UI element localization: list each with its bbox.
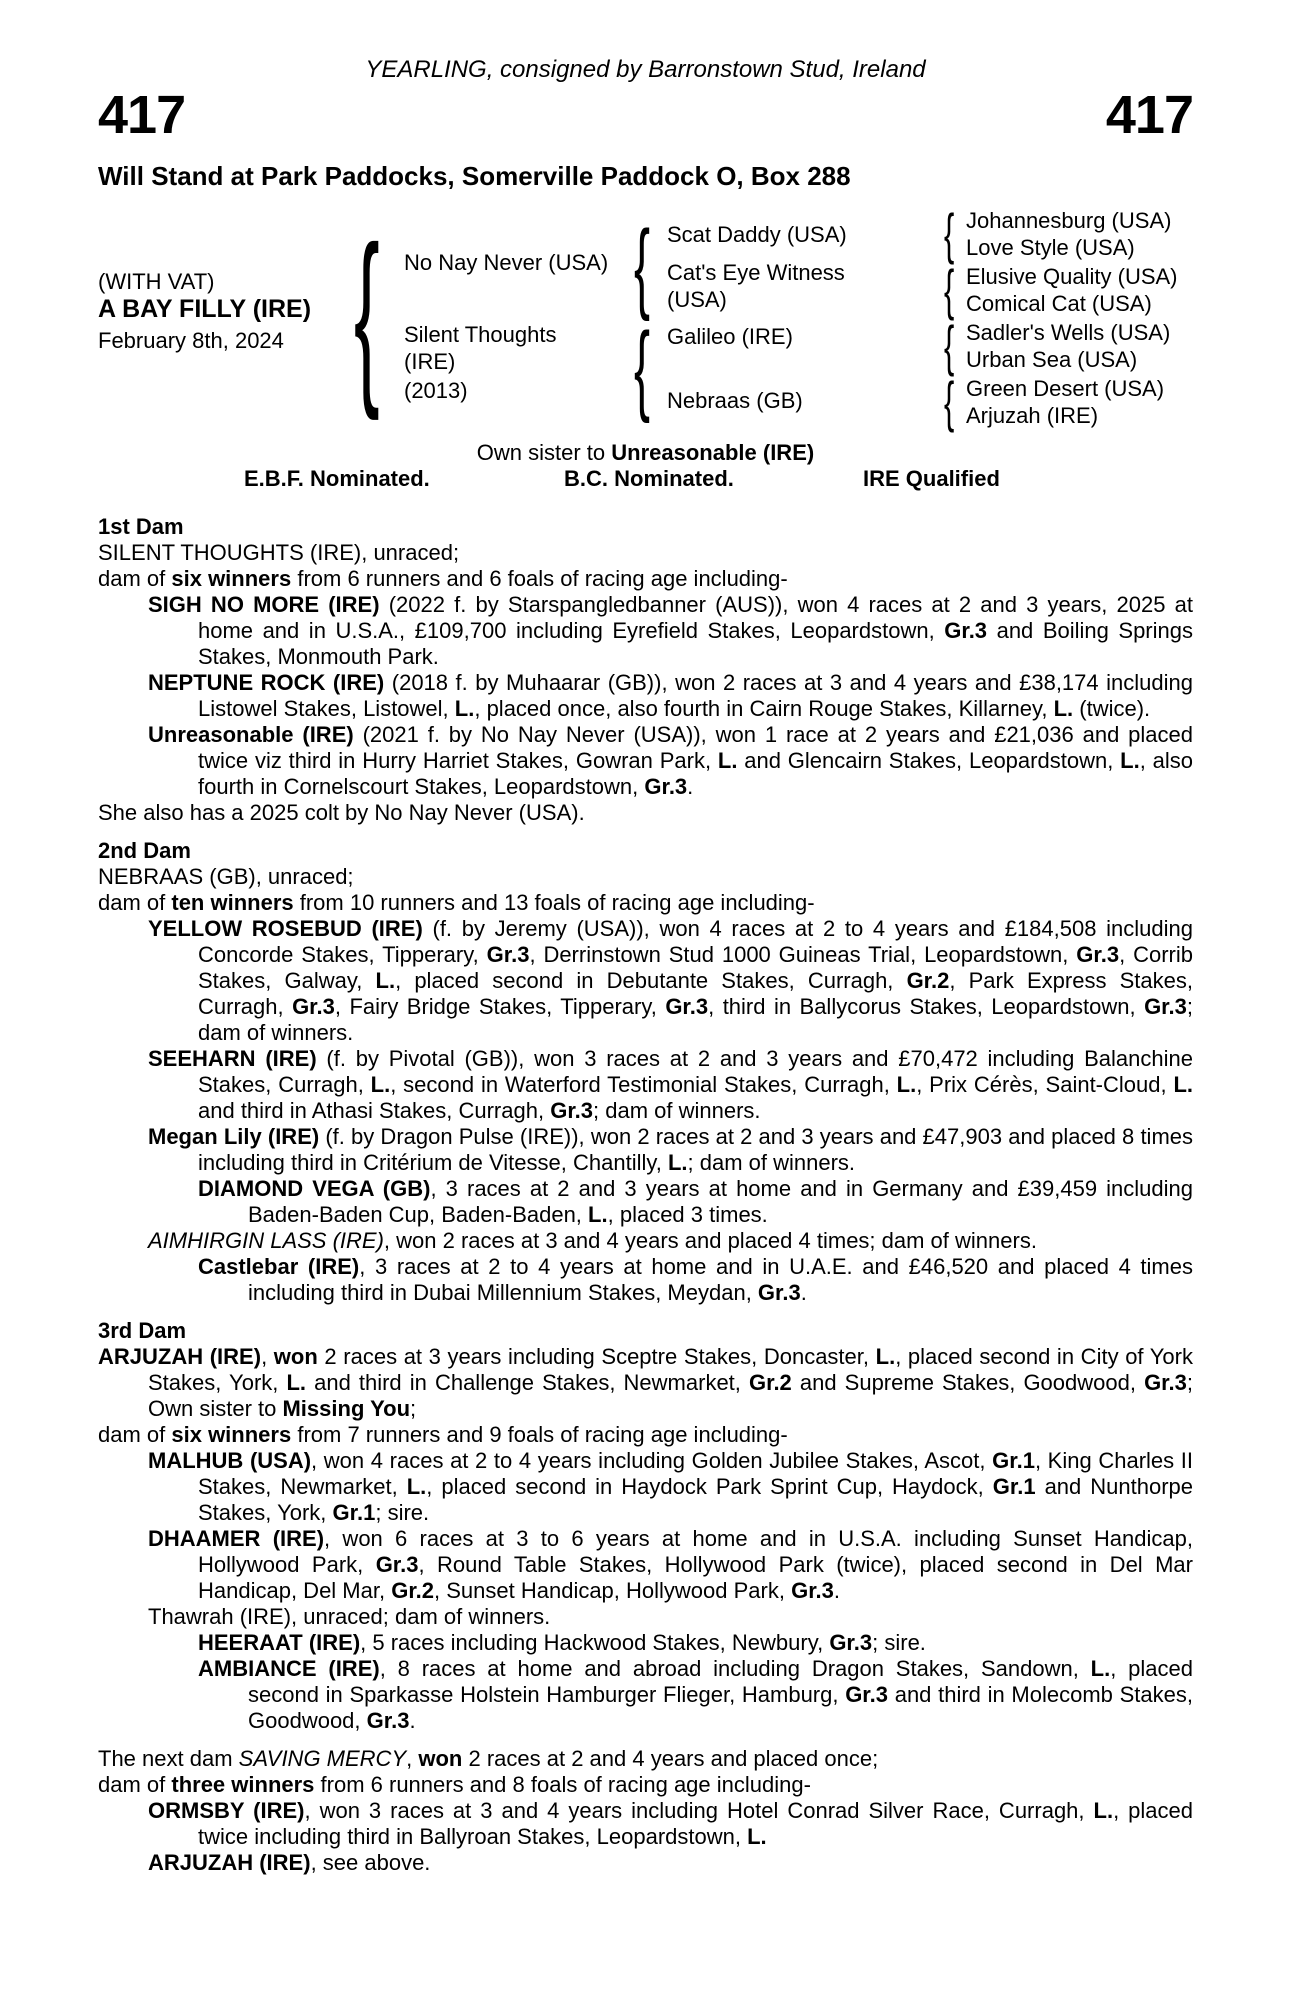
text-segment: , 3 races at 2 to 4 years at home and in U.A.E. and £46,520 and placed 4 times including third in Dubai Millennium Stakes, Meydan, — [248, 1254, 1193, 1305]
pedigree-paragraph — [98, 1046, 1193, 1124]
text-segment: Gr.3 — [791, 1578, 834, 1603]
text-segment: (f. by Jeremy (USA)), won 4 races at 2 to 4 years and £184,508 including Concorde Stakes, Tipperary, — [198, 916, 1193, 967]
text-segment: L. — [286, 1370, 307, 1395]
text-segment: YELLOW ROSEBUD (IRE) — [148, 916, 423, 941]
own-sister-name: Unreasonable (IRE) — [611, 440, 815, 465]
text-segment: Gr.3 — [486, 942, 530, 967]
lot-number-right: 417 — [1105, 85, 1193, 145]
text-segment: 2 races at 3 years including Sceptre Stakes, Doncaster, — [317, 1344, 876, 1369]
text-segment: . — [409, 1708, 416, 1733]
text-segment: (f. by Dragon Pulse (IRE)), won 2 races at 2 and 3 years and £47,903 and placed 8 times including third in Critérium de Vitesse, Chantilly, — [198, 1124, 1193, 1175]
text-segment: six winners — [171, 566, 292, 591]
text-segment: Gr.2 — [748, 1370, 792, 1395]
text-segment: AIMHIRGIN LASS (IRE) — [148, 1228, 384, 1253]
text-segment: SEEHARN (IRE) — [148, 1046, 317, 1071]
text-segment: Gr.3 — [944, 618, 988, 643]
text-segment: , placed twice including third in Ballyroan Stakes, Leopardstown, — [198, 1798, 1194, 1849]
sire-sire-sire-name: Johannesburg (USA) — [966, 208, 1172, 233]
pedigree-paragraph — [98, 1630, 1193, 1656]
pedigree-paragraph — [98, 864, 1193, 890]
pedigree-paragraph — [98, 1448, 1193, 1526]
text-segment: from 10 runners and 13 foals of racing age including- — [293, 890, 815, 915]
pedigree-paragraph — [98, 1604, 1193, 1630]
text-segment: She also has a 2025 colt by No Nay Never (USA). — [98, 800, 585, 825]
text-segment: . — [687, 774, 694, 799]
text-segment: from 7 runners and 9 foals of racing age including- — [291, 1422, 788, 1447]
dam-section — [98, 838, 1193, 1306]
text-segment: and Nunthorpe Stakes, York, — [198, 1474, 1194, 1525]
text-segment: from 6 runners and 8 foals of racing age including- — [314, 1772, 811, 1797]
pedigree-brace-sire: { — [634, 210, 651, 322]
text-segment: ORMSBY (IRE) — [148, 1798, 305, 1823]
text-segment: Gr.2 — [391, 1578, 435, 1603]
text-segment: three winners — [171, 1772, 315, 1797]
text-segment: Gr.1 — [992, 1474, 1036, 1499]
pedigree-paragraph — [98, 540, 1193, 566]
pedigree-paragraph — [98, 1124, 1193, 1176]
pedigree-paragraph — [98, 1798, 1193, 1850]
pedigree-brace-sire-dam: { — [944, 258, 955, 321]
dam-section — [98, 1746, 1193, 1876]
dam-section — [98, 514, 1193, 826]
text-segment: SAVING MERCY — [238, 1746, 407, 1771]
dam-sire-name: Galileo (IRE) — [667, 324, 793, 349]
text-segment: L. — [1093, 1798, 1114, 1823]
dam-section — [98, 1318, 1193, 1734]
text-segment: , third in Ballycorus Stakes, Leopardstown, — [708, 994, 1145, 1019]
text-segment: won — [273, 1344, 318, 1369]
text-segment: from 6 runners and 6 foals of racing age including- — [291, 566, 788, 591]
text-segment: and Supreme Stakes, Goodwood, — [791, 1370, 1145, 1395]
pedigree-paragraph — [98, 670, 1193, 722]
pedigree-paragraph — [98, 592, 1193, 670]
text-segment: , won 4 races at 2 to 4 years including Golden Jubilee Stakes, Ascot, — [311, 1448, 993, 1473]
text-segment: AMBIANCE (IRE) — [198, 1656, 380, 1681]
text-segment: L. — [1173, 1072, 1194, 1097]
text-segment: L. — [875, 1344, 896, 1369]
dam-sire-sire-name: Sadler's Wells (USA) — [966, 320, 1171, 345]
text-segment: Castlebar (IRE) — [198, 1254, 360, 1279]
pedigree-table — [98, 204, 1193, 440]
text-segment: , Round Table Stakes, Hollywood Park (twice), placed second in Del Mar Handicap, Del Mar, — [198, 1552, 1193, 1603]
text-segment: ten winners — [171, 890, 294, 915]
pedigree-paragraph — [98, 722, 1193, 800]
text-segment: SIGH NO MORE (IRE) — [148, 592, 380, 617]
text-segment: dam of — [98, 566, 172, 591]
text-segment: , won 6 races at 3 to 6 years at home and in U.S.A. including Sunset Handicap, Hollywood Park, — [198, 1526, 1193, 1577]
text-segment: , see above. — [310, 1850, 431, 1875]
pedigree-brace-sire-sire: { — [944, 202, 955, 265]
text-segment: ; sire. — [872, 1630, 926, 1655]
nominations-row — [98, 466, 1193, 492]
text-segment: 2 races at 2 and 4 years and placed once; — [462, 1746, 879, 1771]
pedigree-paragraph — [98, 1772, 1193, 1798]
dam-name: Silent Thoughts (IRE) — [404, 322, 557, 374]
text-segment: ; dam of winners. — [198, 994, 1193, 1045]
text-segment: Gr.3 — [1144, 1370, 1187, 1395]
pedigree-brace-main: { — [354, 206, 380, 421]
text-segment: NEPTUNE ROCK (IRE) — [148, 670, 385, 695]
text-segment: and third in Challenge Stakes, Newmarket, — [306, 1370, 749, 1395]
text-segment: and third in Molecomb Stakes, Goodwood, — [248, 1682, 1193, 1733]
text-segment: ARJUZAH (IRE) — [148, 1850, 311, 1875]
text-segment: Missing You — [282, 1396, 411, 1421]
text-segment: . — [800, 1280, 807, 1305]
lot-number-left: 417 — [98, 85, 186, 145]
pedigree-details — [98, 514, 1193, 1876]
text-segment: , Park Express Stakes, Curragh, — [198, 968, 1193, 1019]
sire-dam-sire-name: Elusive Quality (USA) — [966, 264, 1178, 289]
text-segment: won — [418, 1746, 463, 1771]
text-segment: L. — [747, 1824, 767, 1849]
text-segment: , 3 races at 2 and 3 years at home and in Germany and £39,459 including Baden-Baden Cup, Baden-Baden, — [248, 1176, 1193, 1227]
pedigree-paragraph — [98, 1228, 1193, 1254]
text-segment: Gr.3 — [1144, 994, 1187, 1019]
text-segment: L. — [1090, 1656, 1111, 1681]
text-segment: Gr.1 — [992, 1448, 1035, 1473]
pedigree-brace-dam-sire: { — [944, 314, 955, 377]
text-segment: , Prix Cérès, Saint-Cloud, — [916, 1072, 1174, 1097]
text-segment: , — [261, 1344, 274, 1369]
text-segment: L. — [896, 1072, 917, 1097]
pedigree-paragraph — [98, 890, 1193, 916]
text-segment: , Derrinstown Stud 1000 Guineas Trial, Leopardstown, — [529, 942, 1077, 967]
text-segment: ; dam of winners. — [687, 1150, 856, 1175]
text-segment: L. — [667, 1150, 688, 1175]
text-segment: Gr.3 — [366, 1708, 410, 1733]
text-segment: Gr.3 — [550, 1098, 594, 1123]
text-segment: L. — [370, 1072, 391, 1097]
nomination-ire: IRE Qualified — [863, 466, 1000, 491]
text-segment: , won 3 races at 3 and 4 years including Hotel Conrad Silver Race, Curragh, — [304, 1798, 1094, 1823]
section-heading: 3rd Dam — [98, 1318, 187, 1343]
text-segment: ; Own sister to — [148, 1370, 1193, 1421]
text-segment: NEBRAAS (GB), unraced; — [98, 864, 354, 889]
text-segment: HEERAAT (IRE) — [198, 1630, 361, 1655]
text-segment: MALHUB (USA) — [148, 1448, 312, 1473]
text-segment: Gr.3 — [845, 1682, 888, 1707]
text-segment: , Corrib Stakes, Galway, — [198, 942, 1193, 993]
text-segment: , second in Waterford Testimonial Stakes, Curragh, — [390, 1072, 897, 1097]
sire-sire-dam-name: Love Style (USA) — [966, 235, 1135, 260]
text-segment: , — [406, 1746, 419, 1771]
vat-line: (WITH VAT) — [98, 269, 215, 294]
text-segment: ARJUZAH (IRE) — [98, 1344, 262, 1369]
dam-year: (2013) — [404, 378, 468, 403]
nomination-ebf: E.B.F. Nominated. — [244, 466, 430, 491]
text-segment: six winners — [171, 1422, 292, 1447]
animal-foaling-date: February 8th, 2024 — [98, 328, 284, 353]
sire-dam-name: Cat's Eye Witness (USA) — [667, 260, 845, 312]
text-segment: , Sunset Handicap, Hollywood Park, — [434, 1578, 792, 1603]
text-segment: Unreasonable (IRE) — [148, 722, 354, 747]
text-segment: ; dam of winners. — [593, 1098, 761, 1123]
text-segment: DIAMOND VEGA (GB) — [198, 1176, 431, 1201]
page-content — [0, 56, 1315, 1876]
text-segment: L. — [375, 968, 396, 993]
dam-sire-dam-name: Urban Sea (USA) — [966, 347, 1138, 372]
own-sister-line — [98, 440, 1193, 466]
pedigree-paragraph — [98, 1422, 1193, 1448]
dam-dam-name: Nebraas (GB) — [667, 388, 803, 413]
dam-dam-dam-name: Arjuzah (IRE) — [966, 403, 1099, 428]
pedigree-paragraph — [98, 1344, 1193, 1422]
text-segment: dam of — [98, 890, 172, 915]
sire-sire-name: Scat Daddy (USA) — [667, 222, 847, 247]
text-segment: , 5 races including Hackwood Stakes, Newbury, — [360, 1630, 830, 1655]
text-segment: , Fairy Bridge Stakes, Tipperary, — [334, 994, 666, 1019]
text-segment: Thawrah (IRE), unraced; dam of winners. — [148, 1604, 551, 1629]
pedigree-paragraph — [98, 566, 1193, 592]
pedigree-brace-dam: { — [634, 312, 651, 424]
nomination-bc: B.C. Nominated. — [564, 466, 734, 491]
stand-location: Will Stand at Park Paddocks, Somerville Paddock O, Box 288 — [98, 161, 851, 191]
text-segment: Gr.3 — [292, 994, 335, 1019]
sire-dam-dam-name: Comical Cat (USA) — [966, 291, 1152, 316]
text-segment: ; sire. — [375, 1500, 430, 1525]
text-segment: , placed second in Debutante Stakes, Curragh, — [395, 968, 907, 993]
pedigree-paragraph — [98, 800, 1193, 826]
text-segment: DHAAMER (IRE) — [148, 1526, 325, 1551]
own-sister-prefix: Own sister to — [476, 440, 612, 465]
text-segment: SILENT THOUGHTS (IRE), unraced; — [98, 540, 460, 565]
text-segment: (twice). — [1073, 696, 1151, 721]
consignor-title: YEARLING, consigned by Barronstown Stud, Ireland — [365, 56, 926, 83]
pedigree-paragraph — [98, 1656, 1193, 1734]
text-segment: . — [833, 1578, 841, 1603]
text-segment: , placed 3 times. — [607, 1202, 768, 1227]
text-segment: L. — [406, 1474, 427, 1499]
text-segment: (2021 f. by No Nay Never (USA)), won 1 race at 2 years and £21,036 and placed twice viz third in Hurry Harriet Stakes, Gowran Park, — [198, 722, 1194, 773]
text-segment: Gr.3 — [375, 1552, 419, 1577]
text-segment: ; — [410, 1396, 417, 1421]
text-segment: Gr.3 — [829, 1630, 873, 1655]
text-segment: (2022 f. by Starspangledbanner (AUS)), won 4 races at 2 and 3 years, 2025 at home and in U.S.A., £109,700 including Eyrefield Stakes, Leopardstown, — [198, 592, 1193, 643]
text-segment: and third in Athasi Stakes, Curragh, — [198, 1098, 551, 1123]
text-segment: , placed second in City of York Stakes, York, — [148, 1344, 1193, 1395]
text-segment: Gr.3 — [644, 774, 688, 799]
text-segment: L. — [717, 748, 738, 773]
text-segment: Megan Lily (IRE) — [148, 1124, 320, 1149]
text-segment: , 8 races at home and abroad including Dragon Stakes, Sandown, — [379, 1656, 1091, 1681]
text-segment: dam of — [98, 1772, 172, 1797]
text-segment: , won 2 races at 3 and 4 years and placed 4 times; dam of winners. — [383, 1228, 1037, 1253]
dam-dam-sire-name: Green Desert (USA) — [966, 376, 1165, 401]
text-segment: (f. by Pivotal (GB)), won 3 races at 2 and 3 years and £70,472 including Balanchine Stakes, Curragh, — [198, 1046, 1193, 1097]
text-segment: and Boiling Springs Stakes, Monmouth Park. — [198, 618, 1193, 669]
text-segment: Gr.1 — [332, 1500, 376, 1525]
text-segment: dam of — [98, 1422, 172, 1447]
text-segment: (2018 f. by Muhaarar (GB)), won 2 races at 3 and 4 years and £38,174 including Listowel Stakes, Listowel, — [198, 670, 1193, 721]
section-heading: 2nd Dam — [98, 838, 191, 863]
pedigree-paragraph — [98, 916, 1193, 1046]
text-segment: Gr.3 — [757, 1280, 801, 1305]
pedigree-paragraph — [98, 1526, 1193, 1604]
section-heading: 1st Dam — [98, 514, 184, 539]
text-segment: L. — [1053, 696, 1074, 721]
pedigree-paragraph — [98, 1850, 1193, 1876]
text-segment: L. — [588, 1202, 608, 1227]
sire-name: No Nay Never (USA) — [404, 250, 609, 275]
text-segment: , placed once, also fourth in Cairn Rouge Stakes, Killarney, — [474, 696, 1054, 721]
pedigree-paragraph — [98, 1254, 1193, 1306]
text-segment: Gr.3 — [665, 994, 709, 1019]
text-segment: , King Charles II Stakes, Newmarket, — [198, 1448, 1194, 1499]
pedigree-paragraph — [98, 1746, 1193, 1772]
text-segment: , placed second in Sparkasse Holstein Hamburger Flieger, Hamburg, — [248, 1656, 1193, 1707]
text-segment: The next dam — [98, 1746, 239, 1771]
text-segment: , placed second in Haydock Park Sprint Cup, Haydock, — [426, 1474, 993, 1499]
text-segment: and Glencairn Stakes, Leopardstown, — [737, 748, 1121, 773]
text-segment: L. — [1120, 748, 1140, 773]
text-segment: , also fourth in Cornelscourt Stakes, Leopardstown, — [198, 748, 1193, 799]
text-segment: Gr.3 — [1076, 942, 1120, 967]
pedigree-brace-dam-dam: { — [944, 370, 955, 433]
lot-number-row — [98, 85, 1193, 145]
text-segment: Gr.2 — [906, 968, 950, 993]
text-segment: L. — [454, 696, 475, 721]
pedigree-paragraph — [98, 1176, 1193, 1228]
animal-name: A BAY FILLY (IRE) — [98, 295, 312, 323]
